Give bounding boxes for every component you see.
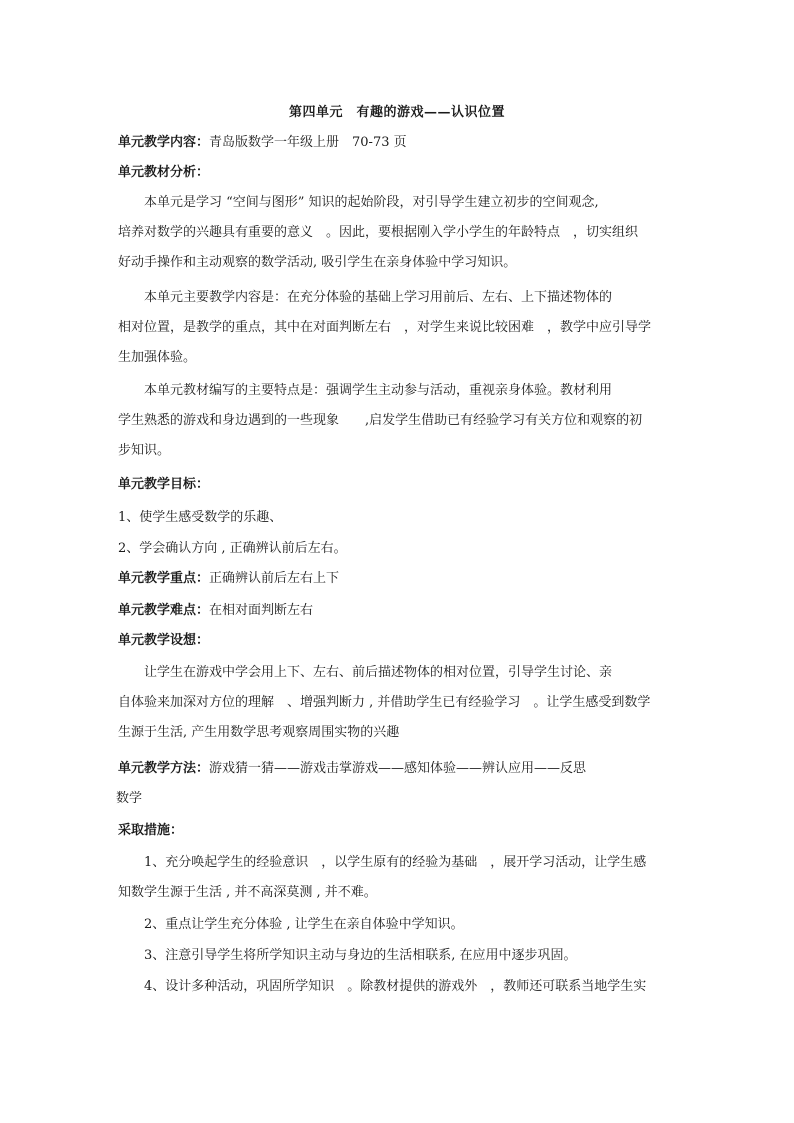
text-line: 好动手操作和主动观察的数学活动, 吸引学生在亲身体验中学习知识。 — [118, 255, 517, 270]
analysis-paragraph-3 — [118, 376, 683, 466]
method-text: 游戏猜一猜——游戏击掌游戏——感知体验——辨认应用——反思 — [209, 761, 587, 776]
text-line: 1、充分唤起学生的经验意识 ，以学生原有的经验为基础 ，展开学习活动，让学生感 — [118, 855, 647, 870]
text-line: 数学 — [116, 791, 143, 806]
text-line: 本单元主要教学内容是：在充分体验的基础上学习用前后、左右、上下描述物体的 — [118, 290, 613, 305]
analysis-heading: 单元教材分析： — [118, 165, 210, 180]
goal-item-2: 2、学会确认方向 , 正确辨认前后左右。 — [118, 541, 347, 556]
text-line: 培养对数学的兴趣具有重要的意义 。因此，要根据刚入学小学生的年龄特点 ，切实组织 — [118, 225, 639, 240]
difficulty-label: 单元教学难点： — [118, 603, 210, 618]
text-line: 生加强体验。 — [118, 350, 197, 365]
measure-item-4: 4、设计多种活动，巩固所学知识 。除教材提供的游戏外 ，教师还可联系当地学生实 — [118, 979, 647, 994]
method-label: 单元教学方法： — [118, 761, 210, 776]
page-title: 第四单元 有趣的游戏——认识位置 — [288, 105, 505, 120]
keypoint-line — [118, 564, 683, 594]
text-line: 学生熟悉的游戏和身边遇到的一些现象 ,启发学生借助已有经验学习有关方位和观察的初 — [118, 413, 643, 428]
content-label: 单元教学内容： — [118, 135, 210, 150]
text-line: 相对位置，是教学的重点，其中在对面判断左右 ，对学生来说比较困难 ，教学中应引导学 — [118, 320, 652, 335]
measures-heading: 采取措施： — [118, 823, 184, 838]
analysis-paragraph-2 — [118, 283, 683, 373]
text-line: 本单元教材编写的主要特点是：强调学生主动参与活动，重视亲身体验。教材利用 — [118, 383, 613, 398]
text-line: 让学生在游戏中学会用上下、左右、前后描述物体的相对位置，引导学生讨论、亲 — [118, 665, 613, 680]
content-line — [118, 128, 683, 158]
measure-item-2: 2、重点让学生充分体验 , 让学生在亲自体验中学知识。 — [118, 917, 464, 932]
keypoint-value: 正确辨认前后左右上下 — [209, 571, 340, 586]
difficulty-line — [118, 596, 683, 626]
text-line: 生源于生活, 产生用数学思考观察周围实物的兴趣 — [118, 725, 400, 740]
text-line: 本单元是学习 “空间与图形” 知识的起始阶段，对引导学生建立初步的空间观念, — [118, 195, 599, 210]
text-line: 步知识。 — [118, 443, 171, 458]
text-line: 知数学生源于生活 , 并不高深莫测 , 并不难。 — [118, 885, 377, 900]
difficulty-value: 在相对面判断左右 — [209, 603, 314, 618]
design-paragraph — [118, 658, 683, 748]
measure-item-3: 3、注意引导学生将所学知识主动与身边的生活相联系, 在应用中逐步巩固。 — [118, 948, 577, 963]
goal-item-1: 1、使学生感受数学的乐趣、 — [118, 510, 283, 525]
design-heading: 单元教学设想： — [118, 633, 210, 648]
goals-heading: 单元教学目标： — [118, 477, 210, 492]
content-value: 青岛版数学一年级上册 70-73 页 — [209, 135, 407, 150]
measure-item-1 — [118, 848, 683, 908]
method-paragraph — [118, 754, 683, 814]
analysis-paragraph-1 — [118, 188, 683, 278]
keypoint-label: 单元教学重点： — [118, 571, 210, 586]
text-line: 自体验来加深对方位的理解 、增强判断力 , 并借助学生已有经验学习 。让学生感受到数学 — [118, 695, 651, 710]
